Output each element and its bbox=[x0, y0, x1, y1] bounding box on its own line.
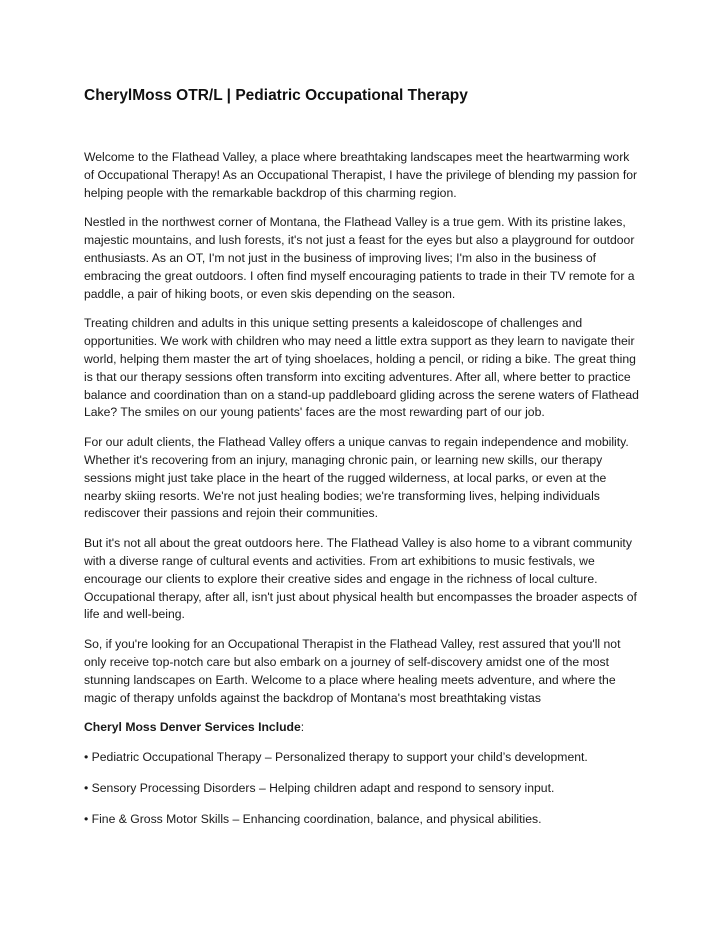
service-item-pediatric-ot: • Pediatric Occupational Therapy – Personalized therapy to support your child’s development. bbox=[84, 750, 588, 765]
paragraph-adult-clients: For our adult clients, the Flathead Valley offers a unique canvas to regain independence and mobility. Whether it's recovering from an injury, managing chronic pain, or learning new skills, our therapy sessions might just take place in the heart of the rugged wilderness, at local parks, or even at the nearby skiing resorts. We're not just healing bodies; we're transforming lives, helping individuals rediscover their passions and rejoin their communities. bbox=[84, 435, 629, 521]
page-title: CherylMoss OTR/L | Pediatric Occupational Therapy bbox=[84, 87, 468, 104]
paragraph-children-therapy: Treating children and adults in this unique setting presents a kaleidoscope of challenges and opportunities. We work with children who may need a little extra support as they learn to navigate their world, helping them master the art of tying shoelaces, holding a pencil, or riding a bike. The great thing is that our therapy sessions often transform into exciting adventures. After all, where better to practice balance and coordination than on a stand-up paddleboard gliding across the serene waters of Flathead Lake? The smiles on our young patients' faces are the most rewarding part of our job. bbox=[84, 316, 639, 420]
service-item-sensory-processing: • Sensory Processing Disorders – Helping children adapt and respond to sensory input. bbox=[84, 780, 555, 795]
document-body bbox=[84, 149, 640, 842]
paragraph-flathead-valley: Nestled in the northwest corner of Montana, the Flathead Valley is a true gem. With its pristine lakes, majestic mountains, and lush forests, it's not just a feast for the eyes but also a playground for outdoor enthusiasts. As an OT, I'm not just in the business of improving lives; I'm also in the business of embracing the great outdoors. I often find myself encouraging patients to trade in their TV remote for a paddle, a pair of hiking boots, or even skis depending on the season. bbox=[84, 215, 635, 301]
service-item-motor-skills: • Fine & Gross Motor Skills – Enhancing coordination, balance, and physical abilities. bbox=[84, 811, 542, 826]
paragraph-intro: Welcome to the Flathead Valley, a place where breathtaking landscapes meet the heartwarming work of Occupational Therapy! As an Occupational Therapist, I have the privilege of blending my passion for helping people with the remarkable backdrop of this charming region. bbox=[84, 150, 638, 200]
services-heading bbox=[84, 719, 640, 737]
services-heading-text: Cheryl Moss Denver Services Include bbox=[84, 720, 301, 735]
paragraph-community: But it's not all about the great outdoors here. The Flathead Valley is also home to a vibrant community with a diverse range of cultural events and activities. From art exhibitions to music festivals, we encourage our clients to explore their creative sides and engage in the richness of local culture. Occupational therapy, after all, isn't just about physical health but encompasses the broader aspects of life and well-being. bbox=[84, 536, 637, 622]
paragraph-closing: So, if you're looking for an Occupational Therapist in the Flathead Valley, rest assured that you'll not only receive top-notch care but also embark on a journey of self-discovery amidst one of the most stunning landscapes on Earth. Welcome to a place where healing meets adventure, and where the magic of therapy unfolds against the backdrop of Montana's most breathtaking vistas bbox=[84, 637, 621, 705]
services-heading-colon: : bbox=[300, 720, 305, 735]
